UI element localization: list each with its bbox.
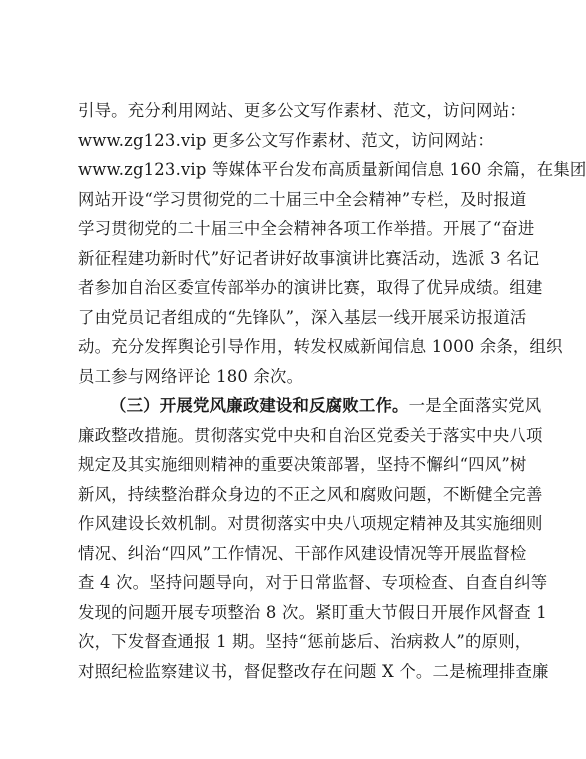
body-line-5: 学习贯彻党的二十届三中全会精神各项工作举措。开展了“奋进 <box>78 219 535 238</box>
section-3-line-6: 情况、纠治“四风”工作情况、干部作风建设情况等开展监督检 <box>78 543 527 563</box>
section-3-line-2: 廉政整改措施。贯彻落实党中央和自治区党委关于落实中央八项 <box>78 425 543 445</box>
section-3-heading: （三）开展党风廉政建设和反腐败工作。 <box>110 396 409 415</box>
section-3-line-3: 规定及其实施细则精神的重要决策部署，坚持不懈纠“四风”树 <box>78 455 527 474</box>
section-3-first-line <box>78 391 542 421</box>
body-line-9: 动。充分发挥舆论引导作用，转发权威新闻信息 1000 余条，组织 <box>78 337 563 356</box>
section-3-line-4: 新风，持续整治群众身边的不正之风和腐败问题，不断健全完善 <box>78 484 543 504</box>
body-line-3: www.zg123.vip 等媒体平台发布高质量新闻信息 160 余篇，在集团 <box>78 160 586 179</box>
section-3-line-7: 查 4 次。坚持问题导向，对于日常监督、专项检查、自查自纠等 <box>78 573 548 592</box>
section-3-line-8: 发现的问题开展专项整治 8 次。紧盯重大节假日开展作风督查 1 <box>78 602 547 622</box>
body-line-7: 者参加自治区委宣传部举办的演讲比赛，取得了优异成绩。组建 <box>78 278 543 297</box>
document-body <box>78 96 586 686</box>
body-line-4: 网站开设“学习贯彻党的二十届三中全会精神”专栏，及时报道 <box>78 189 527 209</box>
section-3-first-line-rest: 一是全面落实党风 <box>408 396 542 415</box>
body-line-6: 新征程建功新时代”好记者讲好故事演讲比赛活动，选派 3 名记 <box>78 248 540 268</box>
body-line-8: 了由党员记者组成的“先锋队”，深入基层一线开展采访报道活 <box>78 307 527 327</box>
body-line-2: www.zg123.vip 更多公文写作素材、范文，访问网站： <box>78 130 495 150</box>
section-3-line-10: 对照纪检监察建议书，督促整改存在问题 X 个。二是梳理排查廉 <box>78 661 549 681</box>
body-line-1: 引导。充分利用网站、更多公文写作素材、范文，访问网站： <box>78 101 526 120</box>
section-3-line-5: 作风建设长效机制。对贯彻落实中央八项规定精神及其实施细则 <box>78 514 543 533</box>
section-3-line-9: 次，下发督查通报 1 期。坚持“惩前毖后、治病救人”的原则， <box>78 632 532 651</box>
body-line-10: 员工参与网络评论 180 余次。 <box>78 366 304 386</box>
